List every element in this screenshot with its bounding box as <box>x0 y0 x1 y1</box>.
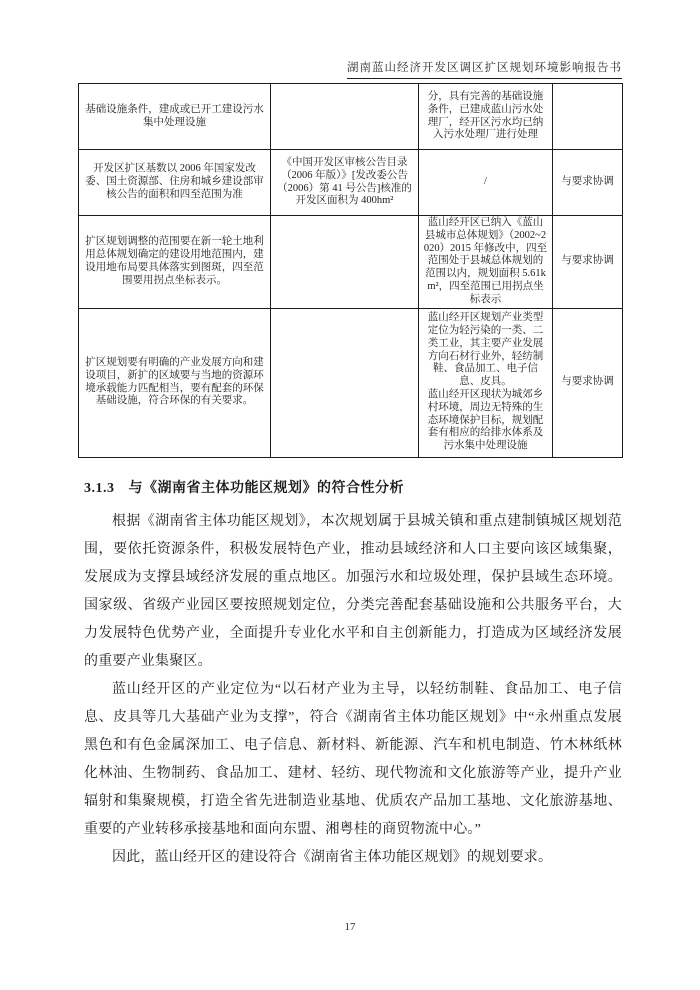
cell-basis <box>271 308 419 457</box>
table-row <box>79 84 623 150</box>
cell-basis <box>271 216 419 309</box>
cell-status: / <box>419 150 553 216</box>
section-title: 与《湖南省主体功能区规划》的符合性分析 <box>128 481 404 496</box>
section-heading <box>84 477 622 497</box>
page-header <box>347 58 622 79</box>
paragraph: 因此，蓝山经开区的建设符合《湖南省主体功能区规划》的规划要求。 <box>112 850 553 865</box>
table-row <box>79 216 623 309</box>
cell-requirement: 扩区规划要有明确的产业发展方向和建设项目，新扩的区域要与当地的资源环境承载能力匹配相当，要有配套的环保基础设施，符合环保的有关要求。 <box>79 308 271 457</box>
status-paragraph: 蓝山经开区规划产业类型定位为轻污染的一类、二类工业，其主要产业发展方向石材行业外，轻纺制鞋、食品加工、电子信息、皮具。 <box>427 312 544 388</box>
cell-basis: 《中国开发区审核公告目录（2006 年版）》[发改委公告（2006）第 41 号公告]核准的开发区面积为 400hm² <box>271 150 419 216</box>
paragraph: 蓝山经开区的产业定位为“以石材产业为主导，以轻纺制鞋、食品加工、电子信息、皮具等几大基础产业为支撑”，符合《湖南省主体功能区规划》中“永州重点发展黑色和有色金属深加工、电子信息、新材料、新能源、汽车和机电制造、竹木林纸林化林油、生物制药、食品加工、建材、轻纺、现代物流和文化旅游等产业，提升产业辐射和集聚规模，打造全省先进制造业基地、优质农产品加工基地、文化旅游基地、重要的产业转移承接基地和面向东盟、湘粤桂的商贸物流中心。” <box>84 682 622 837</box>
cell-conclusion: 与要求协调 <box>553 308 623 457</box>
cell-requirement: 开发区扩区基数以 2006 年国家发改委、国土资源部、住房和城乡建设部审核公告的面积和四至范围为准 <box>79 150 271 216</box>
cell-conclusion: 与要求协调 <box>553 216 623 309</box>
cell-conclusion <box>553 84 623 150</box>
page-number: 17 <box>344 921 356 933</box>
cell-status <box>419 308 553 457</box>
compliance-table <box>78 83 623 458</box>
table-row <box>79 150 623 216</box>
table-row <box>79 308 623 457</box>
paragraph: 根据《湖南省主体功能区规划》，本次规划属于县城关镇和重点建制镇城区规划范围，要依托资源条件，积极发展特色产业，推动县域经济和人口主要向该区域集聚，发展成为支撑县域经济发展的重点地区。加强污水和垃圾处理，保护县域生态环境。国家级、省级产业园区要按照规划定位，分类完善配套基础设施和公共服务平台，大力发展特色优势产业，全面提升专业化水平和自主创新能力，打造成为区域经济发展的重要产业集聚区。 <box>84 514 622 669</box>
section-number: 3.1.3 <box>84 481 115 496</box>
cell-requirement: 基础设施条件，建成或已开工建设污水集中处理设施 <box>79 84 271 150</box>
cell-status: 分，具有完善的基础设施条件，已建成蓝山污水处理厂，经开区污水均已纳入污水处理厂进行处理 <box>419 84 553 150</box>
cell-requirement: 扩区规划调整的范围要在新一轮土地利用总体规划确定的建设用地范围内，建设用地布局要具体落实到图斑，四至范围要用拐点坐标表示。 <box>79 216 271 309</box>
section-content <box>84 477 622 872</box>
cell-basis <box>271 84 419 150</box>
cell-conclusion: 与要求协调 <box>553 150 623 216</box>
status-paragraph: 蓝山经开区现状为城郊乡村环境，周边无特殊的生态环境保护目标，规划配套有相应的给排水体系及污水集中处理设施 <box>427 388 544 452</box>
report-title: 湖南蓝山经济开发区调区扩区规划环境影响报告书 <box>347 59 622 79</box>
cell-status: 蓝山经开区已纳入《蓝山县城市总体规划》（2002~2020）2015 年修改中，四至范围处于县城总体规划的范围以内，规划面积 5.61km²，四至范围已用拐点坐标表示 <box>419 216 553 309</box>
